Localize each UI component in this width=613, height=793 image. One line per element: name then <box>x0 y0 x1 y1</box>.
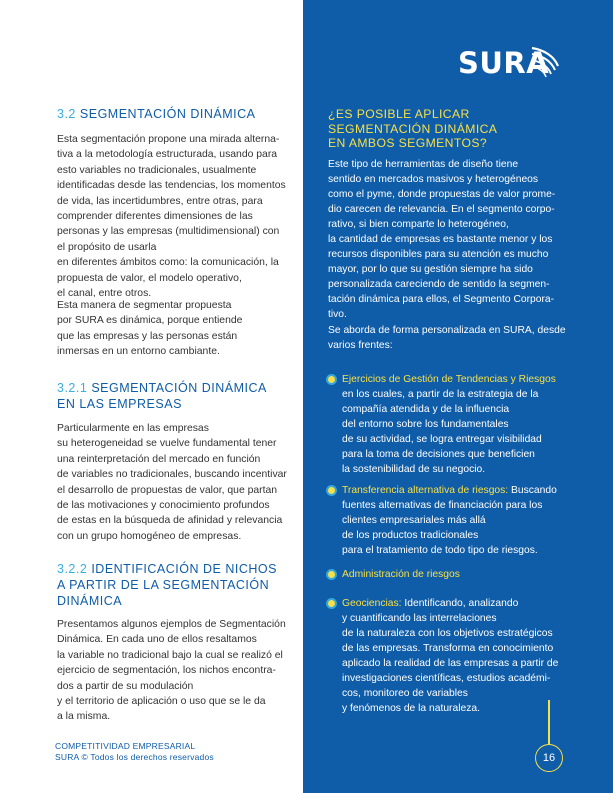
bullet-label: Ejercicios de Gestión de Tendencias y Riesgos <box>342 374 556 385</box>
right-paragraph: Este tipo de herramientas de diseño tiene sentido en mercados masivos y heterogéneos como el pyme, donde propuestas de valor prome- dio carecen de relevancia. En el segmento corpo- rativo, si bien comparte lo heterogéneo, la cantidad de empresas es bastante menor y los recursos disponibles para su atención es mucho mayor, por lo que su gestión siempre ha sido personalizada careciendo de sentido la segmen- tación dinámica para ellos, el Segmento Corpora- tivo. <box>328 159 556 320</box>
logo-swoosh-icon <box>530 44 560 78</box>
footer-copyright: SURA © Todos los derechos reservados <box>55 752 214 762</box>
bullet-text: Buscando fuentes alternativas de financiación para los clientes empresariales más allá de los productos tradicionales para el tratamiento de todo tipo de riesgos. <box>342 485 557 556</box>
bullet-dot-icon <box>328 571 335 578</box>
logo-wordmark: SURA <box>458 46 550 80</box>
section-heading-3-2-1 <box>57 380 267 412</box>
section-heading-3-2-2 <box>57 561 277 609</box>
section-number: 3.2 <box>57 107 76 121</box>
bullet-text: en los cuales, a partir de la estrategia de la compañía atendida y de la influencia del entorno sobre los fundamentales de su actividad, se logra entregar visibilidad para la toma de decisiones que beneficien la sostenibilidad de su negocio. <box>342 389 542 475</box>
page-number: 16 <box>535 744 563 772</box>
bullet-dot-icon <box>328 376 335 383</box>
page-number-line <box>548 700 550 744</box>
section-number: 3.2.1 <box>57 381 88 395</box>
section-title: SEGMENTACIÓN DINÁMICA <box>79 107 256 121</box>
bullet-label: Geociencias: <box>342 598 402 609</box>
sura-logo <box>458 44 558 84</box>
section-number: 3.2.2 <box>57 562 88 576</box>
bullet-label: Administración de riesgos <box>342 569 460 580</box>
footer-publication: COMPETITIVIDAD EMPRESARIAL <box>55 741 196 751</box>
bullet-dot-icon <box>328 487 335 494</box>
section-heading-3-2 <box>57 106 255 122</box>
section-title: IDENTIFICACIÓN DE NICHOS A PARTIR DE LA SEGMENTACIÓN DINÁMICA <box>57 562 277 608</box>
section-title: SEGMENTACIÓN DINÁMICA EN LAS EMPRESAS <box>57 381 267 411</box>
bullet-label: Transferencia alternativa de riesgos: <box>342 485 509 496</box>
paragraph: Presentamos algunos ejemplos de Segmentación Dinámica. En cada uno de ellos resaltamos la variable no tradicional bajo la cual se realizó el ejercicio de segmentación, los nichos encontra- dos a partir de su modulación y el territorio de aplicación o uso que se le da a la misma. <box>57 619 286 723</box>
footer <box>55 741 214 763</box>
paragraph: Particularmente en las empresas su heterogeneidad se vuelve fundamental tener una reinterpretación del mercado en función de variables no tradicionales, buscando incentivar el desarrollo de propuestas de valor, que partan de las motivaciones y conocimiento profundos de estas en la búsqueda de afinidad y relevancia con un grupo homogéneo de empresas. <box>57 423 287 542</box>
bullet-dot-icon <box>328 600 335 607</box>
right-heading: ¿ES POSIBLE APLICAR SEGMENTACIÓN DINÁMICA EN AMBOS SEGMENTOS? <box>328 107 498 150</box>
paragraph: Esta manera de segmentar propuesta por SURA es dinámica, porque entiende que las empresas y las personas están inmersas en un entorno cambiante. <box>57 300 243 358</box>
right-paragraph: Se aborda de forma personalizada en SURA, desde varios frentes: <box>328 325 566 351</box>
paragraph: Esta segmentación propone una mirada alterna- tiva a la metodología estructurada, usando para esto variables no tradicionales, usualmente identificadas desde las tendencias, los momentos de vida, las incertidumbres, entre otras, para comprender diferentes dimensiones de las personas y las empresas (multidimensional) con el propósito de usarla en diferentes ámbitos como: la comunicación, la propuesta de valor, el modelo operativo, el canal, entre otros. <box>57 134 286 300</box>
bullet-text: Identificando, analizando y cuantificando las interrelaciones de la naturaleza con los objetivos estratégicos de las empresas. Transforma en conocimiento aplicado la realidad de las empresas a partir de investigaciones científicas, estudios académi- cos, monitoreo de variables y fenómenos de la naturaleza. <box>342 598 559 714</box>
